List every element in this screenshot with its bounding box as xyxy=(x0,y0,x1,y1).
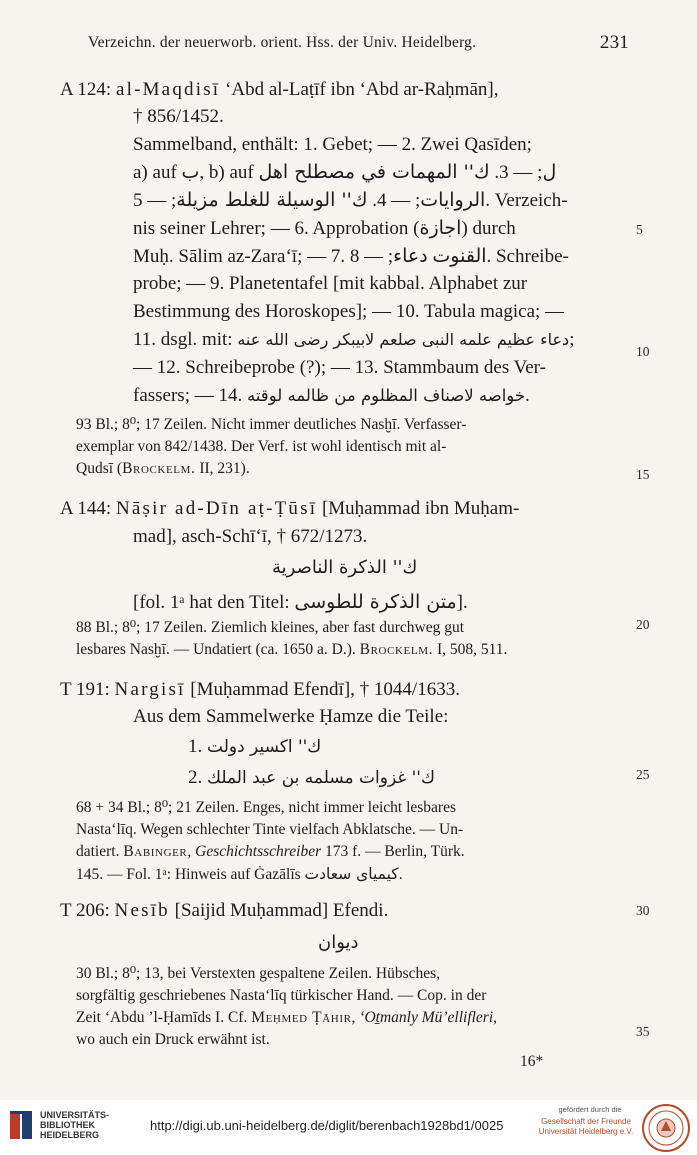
entry-heading: A 144: Nāṣir ad-Dīn aṭ-Ṭūsī [Muḥammad ibn Muḥam- xyxy=(60,498,520,519)
content-line: nis seiner Lehrer; — 6. Approbation (اجازة) durch xyxy=(133,217,516,239)
university-seal-icon xyxy=(641,1103,691,1153)
content-line: Sammelband, enthält: 1. Gebet; — 2. Zwei Qasīden; xyxy=(133,134,532,155)
entry-heading: T 206: Nesīb [Saijid Muḥammad] Efendi. xyxy=(60,900,389,921)
author-name: Nesīb xyxy=(114,900,170,921)
entry-heading: A 124: al-Maqdisī ‘Abd al-Laṭīf ibn ‘Abd ar-Raḥmān], xyxy=(60,79,499,100)
line-number: 5 xyxy=(636,222,643,237)
content-line: a) auf ب, b) auf ل; — 3. ك'' المهمات في مصطلح اهل xyxy=(133,161,557,183)
part-item: 2. ك'' غزوات مسلمه بن عبد الملك xyxy=(188,767,435,788)
part-item: 1. ك'' اكسير دولت xyxy=(188,736,322,757)
line-number: 30 xyxy=(636,903,650,918)
content-line: Bestimmung des Horoskopes]; — 10. Tabula magica; — xyxy=(133,301,565,322)
line-number: 10 xyxy=(636,344,650,359)
description-line: wo auch ein Druck erwähnt ist. xyxy=(76,1031,270,1048)
description-line: 145. — Fol. 1ᵃ: Hinweis auf Ġazālīs كيمياى سعادت. xyxy=(76,865,403,883)
content-line: mad], asch-Schī‘ī, † 672/1273. xyxy=(133,526,368,547)
content-line: probe; — 9. Planetentafel [mit kabbal. Alphabet zur xyxy=(133,273,528,294)
library-name: UNIVERSITÄTS- BIBLIOTHEK HEIDELBERG xyxy=(40,1110,110,1140)
description-line: lesbares Nasḫī. — Undatiert (ca. 1650 a. D.). Brockelm. I, 508, 511. xyxy=(76,641,508,658)
line-number: 15 xyxy=(636,467,650,482)
running-header xyxy=(88,34,627,52)
content-line: Muḥ. Sālim az-Zara‘ī; — 7. القنوت دعاء; — 8. Schreibe- xyxy=(133,245,569,267)
shelfmark: A 144: xyxy=(60,498,112,519)
author-name: Nāṣir ad-Dīn aṭ-Ṭūsī xyxy=(115,498,318,519)
running-title: Verzeichn. der neuerworb. orient. Hss. der Univ. Heidelberg. xyxy=(88,34,477,51)
support-label: gefördert durch die xyxy=(558,1105,622,1114)
death-date: † 856/1452. xyxy=(133,106,224,127)
content-line: 11. dsgl. mit: دعاء عظيم علمه النبى صلعم لابيبكر رضى الله عنه; xyxy=(133,329,575,350)
description-line: 68 + 34 Bl.; 8⁰; 21 Zeilen. Enges, nicht immer leicht lesbares xyxy=(76,799,456,816)
description-line: Zeit ‘Abdu ’l-Ḥamīds I. Cf. Meḥmed Ṭāhir, ‘Oṯmanly Mü’ellifleri, xyxy=(76,1009,498,1026)
arabic-title: ك'' الذكرة الناصرية xyxy=(272,557,418,578)
source-url-link[interactable]: http://digi.ub.uni-heidelberg.de/diglit/berenbach1928bd1/0025 xyxy=(150,1118,504,1133)
line-number: 35 xyxy=(636,1024,650,1039)
description-line: 93 Bl.; 8⁰; 17 Zeilen. Nicht immer deutliches Nasḫī. Verfasser- xyxy=(76,416,467,433)
content-line: Aus dem Sammelwerke Ḥamze die Teile: xyxy=(133,706,449,727)
content-line: — 12. Schreibeprobe (?); — 13. Stammbaum des Ver- xyxy=(133,357,546,378)
arabic-title: ديوان xyxy=(318,932,359,953)
description-line: sorgfältig geschriebenes Nasta‘līq türkischer Hand. — Cop. in der xyxy=(76,987,487,1004)
content-line: [fol. 1ᵃ hat den Titel: متن الذكرة للطوسى]. xyxy=(133,591,468,613)
shelfmark: A 124: xyxy=(60,79,112,100)
digitization-footer xyxy=(0,1100,697,1155)
content-line: الروايات; — 4. ك'' الوسيلة للغلط مزيلة; — 5. Verzeich- xyxy=(133,189,568,211)
line-number: 25 xyxy=(636,767,650,782)
library-logo-icon xyxy=(8,1109,36,1143)
sponsor-name: Gesellschaft der Freunde Universität Heidelberg e.V. xyxy=(538,1117,634,1136)
entry-heading: T 191: Nargisī [Muḥammad Efendī], † 1044/1633. xyxy=(60,679,460,700)
author-name: al-Maqdisī xyxy=(115,79,221,100)
description-line: Nasta‘līq. Wegen schlechter Tinte vielfach Abklatsche. — Un- xyxy=(76,821,464,838)
line-number: 20 xyxy=(636,617,650,632)
content-line: fassers; — 14. خواصه لاصناف المظلوم من ظالمه لوقته. xyxy=(133,385,530,406)
shelfmark: T 191: xyxy=(60,679,110,700)
signature-mark: 16* xyxy=(520,1053,544,1070)
description-line: Qudsī (Brockelm. II, 231). xyxy=(76,460,250,477)
description-line: 30 Bl.; 8⁰; 13, bei Verstexten gespaltene Zeilen. Hübsches, xyxy=(76,965,441,982)
description-line: datiert. Babinger, Geschichtsschreiber 173 f. — Berlin, Türk. xyxy=(76,843,465,860)
author-name: Nargisī xyxy=(114,679,186,700)
shelfmark: T 206: xyxy=(60,900,110,921)
page-number: 231 xyxy=(599,32,629,53)
description-line: exemplar von 842/1438. Der Verf. ist wohl identisch mit al- xyxy=(76,438,447,455)
description-line: 88 Bl.; 8⁰; 17 Zeilen. Ziemlich kleines, aber fast durchweg gut xyxy=(76,619,465,636)
